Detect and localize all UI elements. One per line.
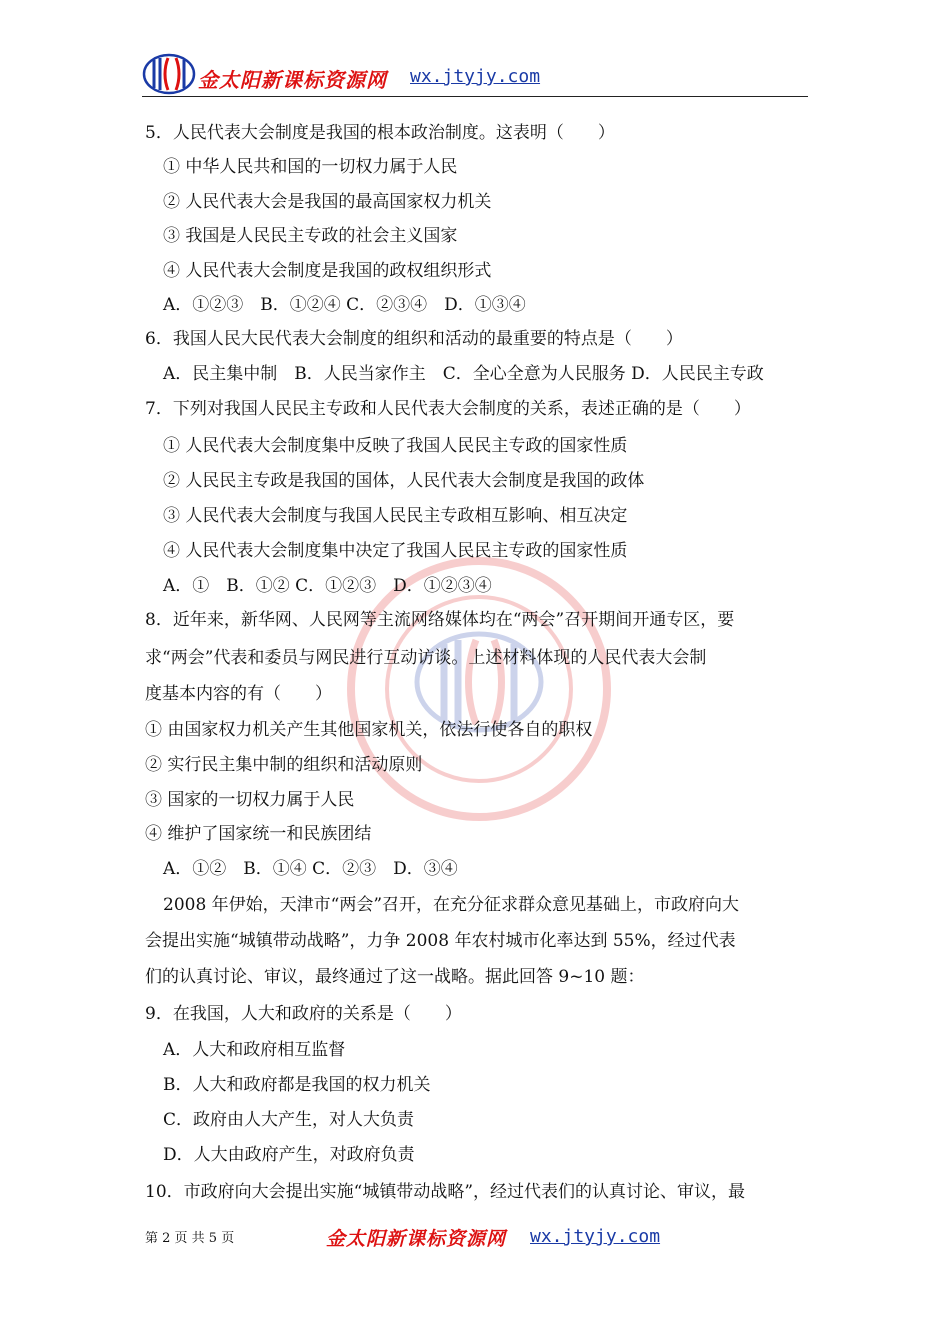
text-line: 度基本内容的有（ ） xyxy=(145,684,332,704)
footer-url-link[interactable]: wx.jtyjy.com xyxy=(530,1226,661,1247)
text-line: ④ 人民代表大会制度是我国的政权组织形式 xyxy=(163,261,492,281)
text-line: 10．市政府向大会提出实施“城镇带动战略”，经过代表们的认真讨论、审议，最 xyxy=(145,1182,746,1202)
text-line: ② 实行民主集中制的组织和活动原则 xyxy=(145,755,423,775)
text-line: 9．在我国，人大和政府的关系是（ ） xyxy=(145,1004,462,1024)
text-line: 5．人民代表大会制度是我国的根本政治制度。这表明（ ） xyxy=(145,123,615,143)
text-line: A．① B．①② C．①②③ D．①②③④ xyxy=(163,576,492,596)
text-line: 7．下列对我国人民民主专政和人民代表大会制度的关系，表述正确的是（ ） xyxy=(145,399,751,419)
text-line: A．①② B．①④ C．②③ D．③④ xyxy=(163,859,458,879)
text-line: D．人大由政府产生，对政府负责 xyxy=(163,1145,415,1165)
text-line: 2008 年伊始，天津市“两会”召开，在充分征求群众意见基础上，市政府向大 xyxy=(163,895,740,915)
text-line: ① 人民代表大会制度集中反映了我国人民民主专政的国家性质 xyxy=(163,436,628,456)
text-line: ② 人民民主专政是我国的国体，人民代表大会制度是我国的政体 xyxy=(163,471,645,491)
text-line: 6．我国人民大民代表大会制度的组织和活动的最重要的特点是（ ） xyxy=(145,329,683,349)
text-line: ③ 我国是人民民主专政的社会主义国家 xyxy=(163,226,458,246)
page-header xyxy=(142,52,808,98)
text-line: 8．近年来，新华网、人民网等主流网络媒体均在“两会”召开期间开通专区，要 xyxy=(145,610,735,630)
text-line: ① 中华人民共和国的一切权力属于人民 xyxy=(163,157,458,177)
text-line: A．民主集中制 B．人民当家作主 C．全心全意为人民服务 D．人民民主专政 xyxy=(163,364,764,384)
text-line: ② 人民代表大会是我国的最高国家权力机关 xyxy=(163,192,492,212)
text-line: ④ 维护了国家统一和民族团结 xyxy=(145,824,372,844)
header-brand: 金太阳新课标资源网 xyxy=(198,68,387,92)
text-line: ④ 人民代表大会制度集中决定了我国人民民主专政的国家性质 xyxy=(163,541,628,561)
text-line: ① 由国家权力机关产生其他国家机关，依法行使各自的职权 xyxy=(145,720,593,740)
text-line: B．人大和政府都是我国的权力机关 xyxy=(163,1075,431,1095)
text-line: C．政府由人大产生，对人大负责 xyxy=(163,1110,415,1130)
text-line: 们的认真讨论、审议，最终通过了这一战略。据此回答 9~10 题： xyxy=(145,967,645,987)
text-line: A．人大和政府相互监督 xyxy=(163,1040,346,1060)
text-line: 求“两会”代表和委员与网民进行互动访谈。上述材料体现的人民代表大会制 xyxy=(145,648,707,668)
jty-logo-icon xyxy=(142,52,196,96)
header-divider xyxy=(142,96,808,97)
text-line: 会提出实施“城镇带动战略”，力争 2008 年农村城市化率达到 55%，经过代表 xyxy=(145,931,736,951)
text-line: A．①②③ B．①②④ C．②③④ D．①③④ xyxy=(163,295,526,315)
text-line: ③ 国家的一切权力属于人民 xyxy=(145,790,355,810)
text-line: ③ 人民代表大会制度与我国人民民主专政相互影响、相互决定 xyxy=(163,506,628,526)
header-url-link[interactable]: wx.jtyjy.com xyxy=(410,66,541,87)
footer-brand: 金太阳新课标资源网 xyxy=(326,1228,507,1250)
page-number: 第 2 页 共 5 页 xyxy=(145,1231,235,1246)
